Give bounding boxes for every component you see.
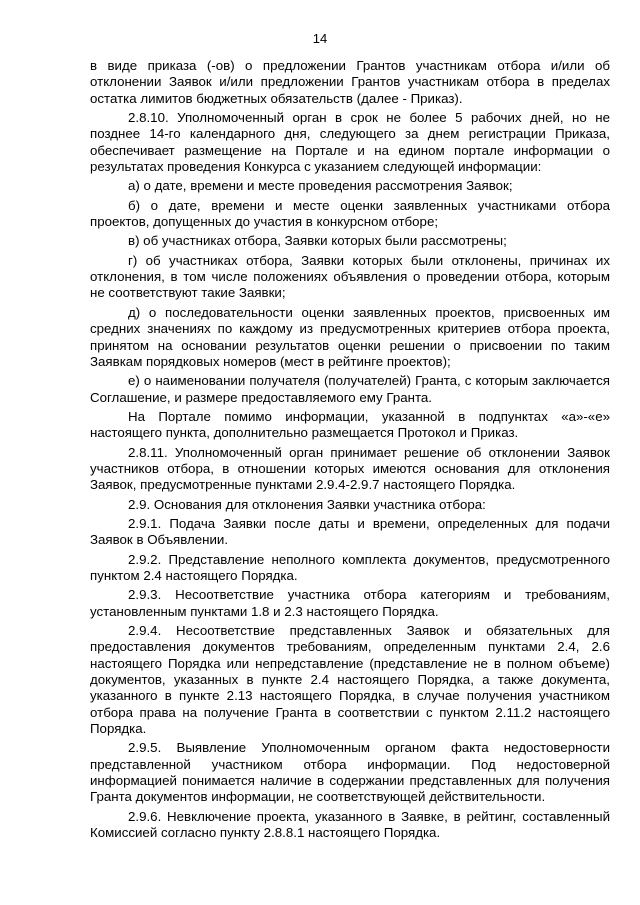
paragraph-2-8-10: 2.8.10. Уполномоченный орган в срок не более 5 рабочих дней, но не позднее 14-го календарного дня, следующего за днем регистрации Приказа, обеспечивает размещение на Портале и на едином портале информации о результатах проведения Конкурса с указанием следующей информации: (90, 110, 610, 175)
paragraph-item-e: е) о наименовании получателя (получателей) Гранта, с которым заключается Соглашение, и размере предоставляемого ему Гранта. (90, 373, 610, 405)
paragraph-2-9-4: 2.9.4. Несоответствие представленных Заявок и обязательных для предоставления документов требованиям, определенным пунктами 2.4, 2.6 настоящего Порядка или непредставление (представление не в полном объеме) документов, указанных в пункте 2.4 настоящего Порядка, а также документа, указанного в пункте 2.13 настоящего Порядка, в случае получения участником отбора права на получение Гранта в соответствии с пунктом 2.11.2 настоящего Порядка. (90, 623, 610, 737)
paragraph-2-9-5: 2.9.5. Выявление Уполномоченным органом факта недостоверности представленной участником отбора информации. Под недостоверной информацией понимается наличие в содержании представленных для получения Гранта документов информации, не соответствующей действительности. (90, 740, 610, 805)
paragraph-item-g: г) об участниках отбора, Заявки которых были отклонены, причинах их отклонения, в том числе положениях объявления о проведении отбора, которым не соответствуют такие Заявки; (90, 252, 610, 301)
paragraph-2-8-11: 2.8.11. Уполномоченный орган принимает решение об отклонении Заявок участников отбора, в отношении которых имеются основания для отклонения Заявок, предусмотренные пунктами 2.9.4-2.9.7 настоящего Порядка. (90, 444, 610, 493)
paragraph-2-9-1: 2.9.1. Подача Заявки после даты и времени, определенных для подачи Заявок в Объявлении. (90, 515, 610, 548)
paragraph-2-9-2: 2.9.2. Представление неполного комплекта документов, предусмотренного пунктом 2.4 настоящего Порядка. (90, 551, 610, 583)
paragraph-2-9-3: 2.9.3. Несоответствие участника отбора категориям и требованиям, установленным пунктами 1.8 и 2.3 настоящего Порядка. (90, 587, 610, 619)
paragraph-order-continuation: в виде приказа (-ов) о предложении Грантов участникам отбора и/или об отклонении Заявок и/или предложении Грантов участникам отбора в пределах остатка лимитов бюджетных обязательств (далее - Приказ). (90, 58, 610, 106)
paragraph-item-b: б) о дате, времени и месте оценки заявленных участниками отбора проектов, допущенных до участия в конкурсном отборе; (90, 197, 610, 230)
page-number: 14 (312, 31, 328, 46)
paragraph-item-d: д) о последовательности оценки заявленных проектов, присвоенных им средних значениях по каждому из предусмотренных критериев отбора проекта, принятом на основании результатов оценки решении о присвоении по таким Заявкам порядковых номеров (мест в рейтинге проектов); (90, 304, 610, 369)
paragraph-2-9: 2.9. Основания для отклонения Заявки участника отбора: (128, 496, 486, 512)
paragraph-item-a: а) о дате, времени и месте проведения рассмотрения Заявок; (128, 178, 513, 194)
paragraph-2-9-6: 2.9.6. Невключение проекта, указанного в Заявке, в рейтинг, составленный Комиссией согласно пункту 2.8.8.1 настоящего Порядка. (90, 808, 610, 841)
paragraph-portal-note: На Портале помимо информации, указанной в подпунктах «а»-«е» настоящего пункта, дополнительно размещается Протокол и Приказ. (90, 408, 610, 441)
paragraph-item-v: в) об участниках отбора, Заявки которых были рассмотрены; (128, 233, 507, 249)
document-body (90, 58, 610, 844)
